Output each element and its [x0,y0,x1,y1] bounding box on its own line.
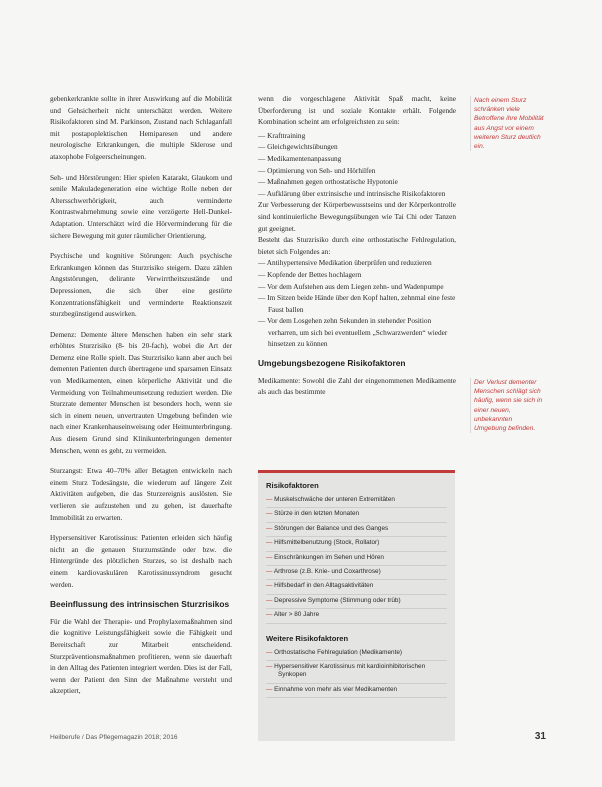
risk-factor-list [258,494,455,624]
section-heading: Beeinflussung des intrinsischen Sturzrisikos [50,599,230,610]
paragraph: gebenkerkrankte sollte in ihrer Auswirkung auf die Mobilität und Gehsicherheit nicht unterschätzt werden. Weitere Risikofaktoren sind M. Parkinson, Zustand nach Schlaganfall mit postapoplektischen Hemiparesen und andere neurologische Erkrankungen, die multiple Sklerose und ataxophobe Folgeerscheinungen. [50,94,232,161]
section-heading: Umgebungsbezogene Risikofaktoren [258,358,406,369]
journal-citation: Heilberufe / Das Pflegemagazin 2018; 2016 [50,734,178,741]
paragraph: wenn die vorgeschlagene Aktivität Spaß macht, keine Überforderung ist und soziale Kontakte erhält. Folgende Kombination scheint am erfolgreichsten zu sein: [258,94,456,127]
list-item: — Stürze in den letzten Monaten [266,508,447,522]
paragraph: Für die Wahl der Therapie- und Prophylaxemaßnahmen sind die kognitive Leistungsfähigkeit sowie die Fähigkeit und Bereitschaft zur Mitarbeit entscheidend. Sturzpräventionsmaßnahmen profitieren, wenn sie dauerhaft in den Alltag des Patienten integriert werden. Dies ist der Fall, wenn der Patient den Sinn der Maßnahme versteht und akzeptiert, [50,616,232,696]
list-item: — Antihypertensive Medikation überprüfen und reduzieren [258,257,456,269]
orthostatic-list [258,257,456,350]
risk-factors-infobox [258,470,455,741]
paragraph: Zur Verbesserung der Körperbewusstseins und der Körperkontrolle sind kontinuierliche Bewegungsübungen wie Tai Chi oder Tanzen gut geeignet. [258,200,456,233]
list-item: — Muskelschwäche der unteren Extremitäten [266,494,447,508]
list-item: — Kopfende der Bettes hochlagern [258,269,456,281]
list-item: — Störungen der Balance und des Ganges [266,523,447,537]
list-item: — Orthostatische Fehlregulation (Medikamente) [266,647,447,661]
paragraph: Hypersensitiver Karotissinus: Patienten erleiden sich häufig nicht an die genauen Sturzumstände oder bzw. die Hintergründe des plötzlichen Sturzes, so ist deshalb nach einem kardiovaskulären Karotissinussyndrom gesucht werden. [50,533,232,589]
list-item: — Einnahme von mehr als vier Medikamenten [266,684,447,698]
paragraph: Seh- und Hörstörungen: Hier spielen Katarakt, Glaukom und senile Makuladegeneration eine wichtige Rolle neben der Altersschwerhörigkeit, auch verminderte Kontrastwahrnehmung sowie eine verzögerte Hell-Dunkel-Adaptation. Unterschätzt wird die Hörverminderung für die sichere Bewegung mit guter räumlicher Orientierung. [50,172,232,240]
list-item: — Vor dem Aufstehen aus dem Liegen zehn- und Wadenpumpe [258,281,456,293]
list-item: — Maßnahmen gegen orthostatische Hypotonie [258,176,456,188]
list-item: — Gleichgewichtsübungen [258,141,456,153]
page-footer [50,731,546,742]
infobox-title: Weitere Risikofaktoren [266,633,349,643]
margin-note: Der Verlust dementer Menschen schlägt sich häufig, wenn sie sich in einer neuen, unbekannten Umgebung befinden. [470,378,544,433]
paragraph: Demenz: Demente ältere Menschen haben ein sehr stark erhöhtes Sturzrisiko (8- bis 20-fach), wobei die Art der Demenz eine Rolle spielt. Das Sturzrisiko kann aber auch bei dementen Patienten durch übertragene und sparsamen Einsatz von Medikamenten, einen körperliche Aktivität und die Vermeidung von Teilnahmeumsetzung reduziert werden. Die Sturzrate dementer Menschen ist besonders hoch, wenn sie sich in einem neuen, unvertrauten Umgebung befinden wie nach einer Krankenhauseinweisung oder Heimunterbringung. Aus diesem Grund sind Klinikunterbringungen dementer Menschen, wenn es geht, zu vermeiden. [50,329,232,455]
left-text-column [50,93,232,706]
list-item: — Medikamentenanpassung [258,153,456,165]
further-risk-factor-list [258,647,455,699]
margin-note: Nach einem Sturz schränken viele Betroffene ihre Mobilität aus Angst vor einem weiteren Sturz deutlich ein. [470,96,544,151]
paragraph: Sturzangst: Etwa 40–70% aller Betagten entwickeln nach einem Sturz Todesängste, die wiederum auf längere Zeit Aktivitäten aufgeben, die das Sturzereignis auslösten. Sie verlieren sie aufzustehen und zu gehen, ist dauerhafte Immobilität zu erwarten. [50,466,232,522]
paragraph: Medikamente: Sowohl die Zahl der eingenommenen Medikamente als auch das bestimmte [258,375,456,397]
list-item: — Depressive Symptome (Stimmung oder trüb) [266,595,447,609]
list-item: — Hilfsbedarf in den Alltagsaktivitäten [266,580,447,594]
exercise-list [258,130,456,200]
middle-text-column [258,93,456,407]
list-item: — Aufklärung über extrinsische und intrinsische Risikofaktoren [258,188,456,200]
infobox-title: Risikofaktoren [266,481,319,490]
list-item: — Hypersensitiver Karotissinus mit kardioinhibitorischen Synkopen [266,661,447,684]
list-item: — Krafttraining [258,130,456,142]
list-item: — Hilfsmittelbenutzung (Stock, Rollator) [266,537,447,551]
list-item: — Vor dem Losgehen zehn Sekunden in stehender Position verharren, um sich bei eventuellem „Schwarzwerden“ wieder hinsetzen zu können [258,315,456,350]
paragraph: Psychische und kognitive Störungen: Auch psychische Erkrankungen können das Sturzrisiko steigern. Dazu zählen Angststörungen, delirante Verwirrtheitszustände und Depressionen, die sich über eine gestörte Konzentrationsfähigkeit und verminderte Reaktionszeit sturzbegünstigend auswirken. [50,251,232,319]
list-item: — Im Sitzen beide Hände über den Kopf halten, zehnmal eine feste Faust ballen [258,292,456,315]
list-item: — Arthrose (z.B. Knie- und Coxarthrose) [266,566,447,580]
list-item: — Optimierung von Seh- und Hörhilfen [258,165,456,177]
list-item: — Einschränkungen im Sehen und Hören [266,552,447,566]
page-number: 31 [534,731,546,742]
paragraph: Besteht das Sturzrisiko durch eine orthostatische Fehlregulation, bietet sich Folgendes an: [258,235,456,256]
list-item: — Alter > 80 Jahre [266,609,447,623]
